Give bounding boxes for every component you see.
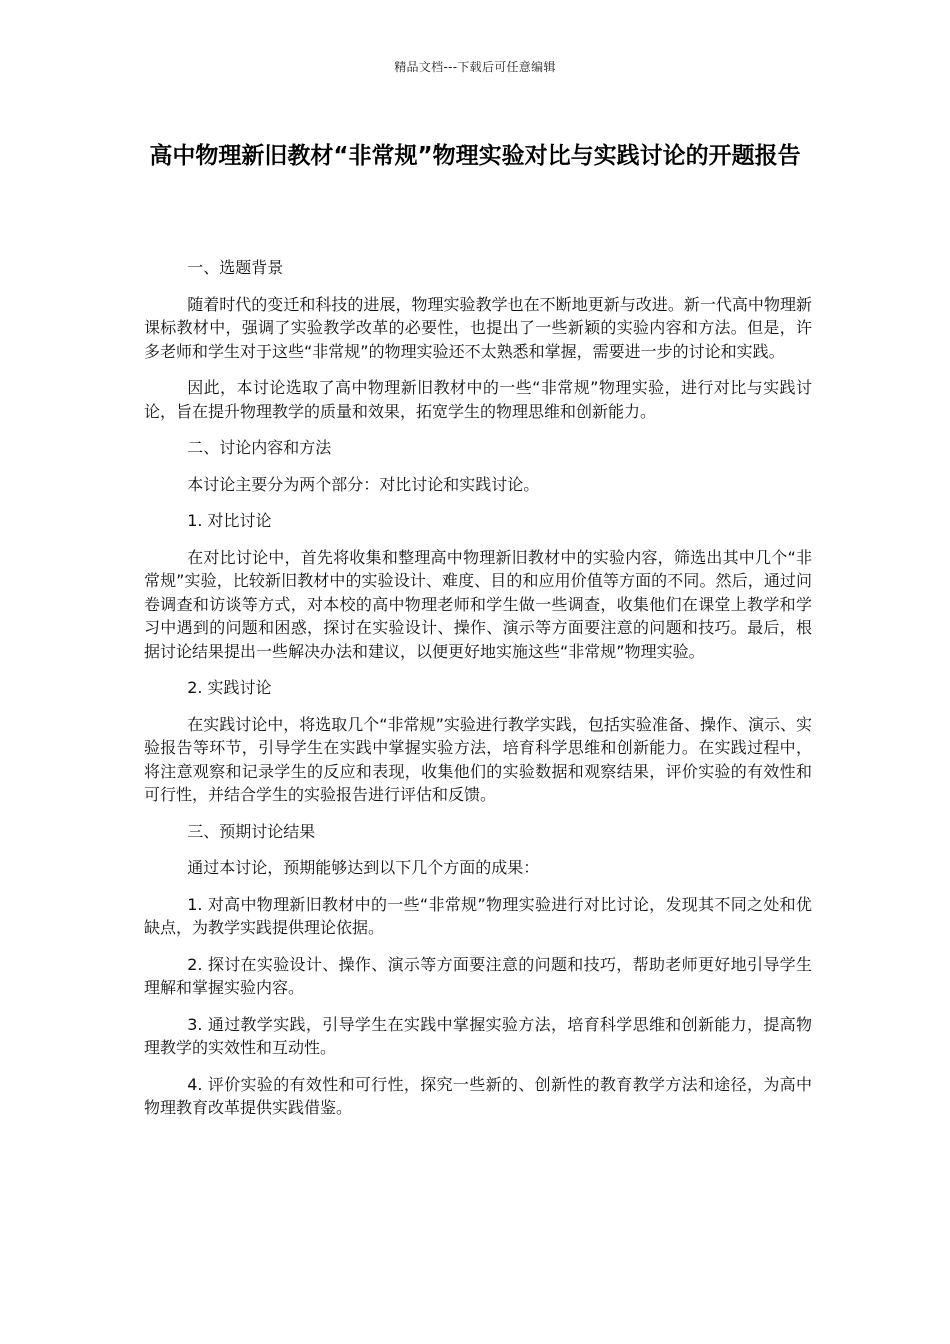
paragraph-expected-intro: 通过本讨论，预期能够达到以下几个方面的成果： (187, 858, 540, 877)
section-heading-expected-results: 三、预期讨论结果 (187, 821, 316, 841)
document-body (144, 256, 812, 1133)
section-heading-content-method: 二、讨论内容和方法 (187, 438, 332, 457)
list-item-result-3: 3. 通过教学实践，引导学生在实践中掌握实验方法，培育科学思维和创新能力，提高物理教学的实效性和互动性。 (144, 1014, 812, 1057)
list-item-result-4: 4. 评价实验的有效性和可行性，探究一些新的、创新性的教育教学方法和途径，为高中物理教育改革提供实践借鉴。 (144, 1074, 812, 1117)
paragraph-background-1: 随着时代的变迁和科技的进展，物理实验教学也在不断地更新与改进。新一代高中物理新课标教材中，强调了实验教学改革的必要性，也提出了一些新颖的实验内容和方法。但是，许多老师和学生对于这些“非常规”的物理实验还不太熟悉和掌握，需要进一步的讨论和实践。 (144, 294, 812, 361)
header-note: 精品文档---下载后可任意编辑 (394, 60, 556, 74)
paragraph-practice: 在实践讨论中，将选取几个“非常规”实验进行教学实践，包括实验准备、操作、演示、实验报告等环节，引导学生在实践中掌握实验方法，培育科学思维和创新能力。在实践过程中，将注意观察和记录学生的反应和表现，收集他们的实验数据和观察结果，评价实验的有效性和可行性，并结合学生的实验报告进行评估和反馈。 (144, 714, 812, 804)
paragraph-content-intro: 本讨论主要分为两个部分：对比讨论和实践讨论。 (187, 474, 540, 494)
paragraph-comparison: 在对比讨论中，首先将收集和整理高中物理新旧教材中的实验内容，筛选出其中几个“非常规”实验，比较新旧教材中的实验设计、难度、目的和应用价值等方面的不同。然后，通过问卷调查和访谈等方式，对本校的高中物理老师和学生做一些调查，收集他们在课堂上教学和学习中遇到的问题和困惑，探讨在实验设计、操作、演示等方面要注意的问题和技巧。最后，根据讨论结果提出一些解决办法和建议，以便更好地实施这些“非常规”物理实验。 (144, 547, 812, 661)
document-title: 高中物理新旧教材“非常规”物理实验对比与实践讨论的开题报告 (149, 143, 801, 169)
subheading-comparison: 1. 对比讨论 (187, 511, 272, 530)
paragraph-background-2: 因此，本讨论选取了高中物理新旧教材中的一些“非常规”物理实验，进行对比与实践讨论，旨在提升物理教学的质量和效果，拓宽学生的物理思维和创新能力。 (144, 378, 812, 421)
list-item-result-2: 2. 探讨在实验设计、操作、演示等方面要注意的问题和技巧，帮助老师更好地引导学生理解和掌握实验内容。 (144, 954, 812, 997)
subheading-practice: 2. 实践讨论 (187, 678, 272, 697)
section-heading-background: 一、选题背景 (187, 258, 284, 277)
list-item-result-1: 1. 对高中物理新旧教材中的一些“非常规”物理实验进行对比讨论，发现其不同之处和优缺点，为教学实践提供理论依据。 (144, 894, 812, 937)
